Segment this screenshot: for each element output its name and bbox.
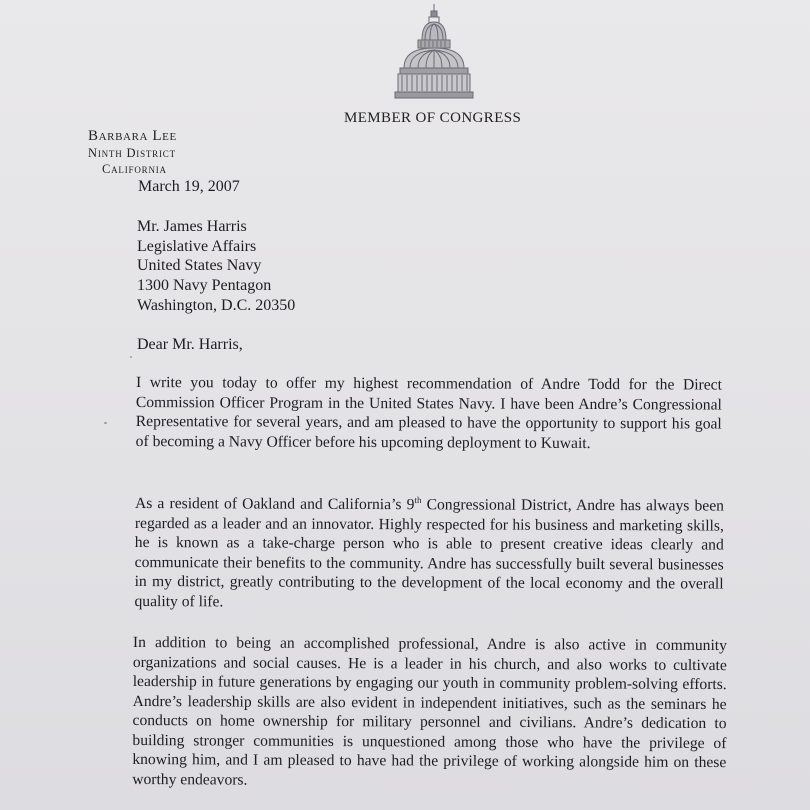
recipient-line: Mr. James Harris (137, 218, 247, 235)
recipient-line: 1300 Navy Pentagon (137, 277, 272, 295)
body-paragraph-1: I write you today to offer my highest recommendation of Andre Todd for the Direct Commission Officer Program in the United States Navy. I have been Andre’s Congressional Representative for several years, and am pleased to have the opportunity to support his goal of becoming a Navy Officer before his upcoming deployment to Kuwait. (135, 374, 722, 452)
paragraph-2-text-end: Congressional District, Andre has always been regarded as a leader and an innovator. Highly respected for his business and marketing skills, he is known as a take-charge person who is able to present creative ideas clearly and communicate their benefits to the community. Andre has successfully built several businesses in my district, greatly contributing to the development of the local economy and the overall quality of life. (134, 496, 725, 610)
paper-speck (104, 422, 107, 424)
recipient-address (137, 217, 295, 316)
capitol-dome-icon (392, 2, 476, 100)
sender-block (88, 128, 177, 177)
paragraph-2-text-start: As a resident of Oakland and California’s 9 (134, 495, 415, 514)
ordinal-superscript: th (414, 495, 422, 506)
salutation: Dear Mr. Harris, (137, 336, 243, 353)
sender-state: California (102, 162, 167, 176)
recipient-line: Legislative Affairs (137, 237, 257, 255)
paper-speck (130, 356, 132, 358)
letter-date: March 19, 2007 (138, 178, 240, 195)
recipient-line: Washington, D.C. 20350 (137, 296, 296, 314)
letterhead-title: MEMBER OF CONGRESS (344, 110, 522, 126)
body-paragraph-3: In addition to being an accomplished professional, Andre is also active in community organizations and social causes. He is a leader in his church, and also works to cultivate leadership in future generations by engaging our youth in community problem-solving efforts. Andre’s leadership skills are also evident in independent initiatives, such as the seminars he conducts on home ownership for military personnel and civilians. Andre’s dedication to building stronger communities is unquestioned among those who have the privilege of knowing him, and I am pleased to have had the privilege of working alongside him on these worthy endeavors. (132, 634, 727, 789)
sender-district: Ninth District (88, 146, 176, 160)
body-paragraph-2 (134, 494, 724, 614)
recipient-line: United States Navy (137, 257, 262, 275)
sender-name: Barbara Lee (88, 128, 177, 144)
